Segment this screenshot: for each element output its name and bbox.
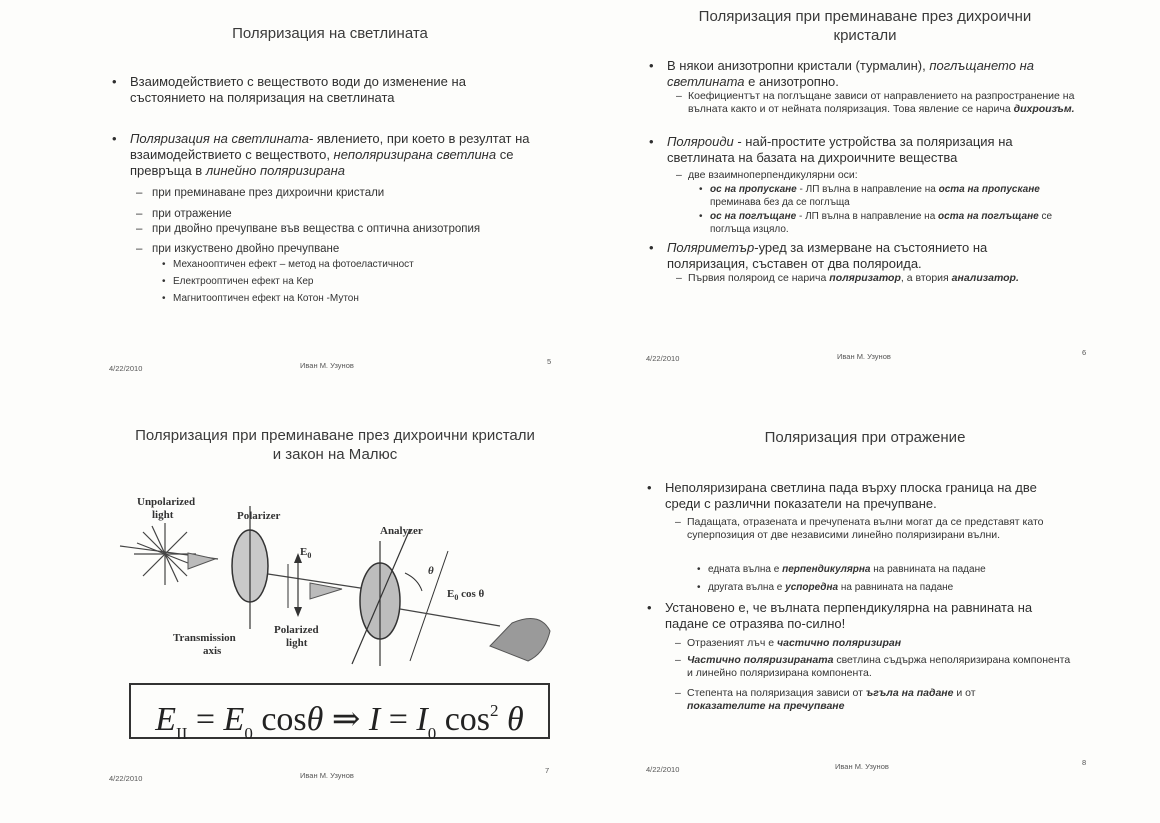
label-e0: E	[300, 546, 308, 558]
bullet: • Неполяризирана светлина пада върху плоска граница на две среди с различни показатели на пречупване.	[647, 480, 1037, 511]
malus-law-formula: $E_{II} = E_0$ cosθ ⇒ $I = I_0$ $\cos^2 \theta$	[129, 683, 550, 739]
bullet: • Поляроиди - най-простите устройства за поляризация на светлината на базата на дихроичните вещества	[649, 134, 1013, 165]
label-analyzer: Analyzer	[380, 525, 423, 537]
footer-author: Иван М. Узунов	[835, 762, 889, 771]
label-polarized-light: Polarized	[274, 624, 319, 636]
label-transmission-axis: Transmission	[173, 632, 236, 644]
footer-author: Иван М. Узунов	[300, 361, 354, 370]
sub-bullet: – Степента на поляризация зависи от ъгъла на падане и от показателите на пречупване	[675, 687, 976, 712]
label-unpolarized-light: light	[152, 509, 174, 521]
sub-bullet: – Отразеният лъч е частично поляризиран	[675, 637, 902, 649]
bullet: • В някои анизотропни кристали (турмалин), поглъщането на светлината е анизотропно.	[649, 58, 1034, 89]
bullet: • Взаимодействието с веществото води до изменение на състоянието на поляризация на светлината	[112, 74, 466, 105]
bullet: • Установено е, че вълната перпендикулярна на равнината на падане се отразява по-силно!	[647, 600, 1033, 631]
slide-title: Поляризация при преминаване през дихроични кристали и закон на Малюс	[135, 427, 535, 463]
unpolarized-light-rays	[134, 523, 196, 585]
page-number: 8	[1082, 758, 1087, 767]
sub-bullet: – Падащата, отразената и пречупената вълни могат да се представят като суперпозиция от две независими линейно поляризирани вълни.	[675, 516, 1044, 541]
sub-sub-bullet: • Механооптичен ефект – метод на фотоеластичност	[162, 259, 414, 270]
page-number: 6	[1082, 348, 1087, 357]
sub-bullet: – при преминаване през дихроични кристали	[136, 187, 385, 199]
slide-title: Поляризация при преминаване през дихроични кристали	[698, 8, 1032, 44]
footer-author: Иван М. Узунов	[837, 352, 891, 361]
slide-8	[580, 411, 1160, 822]
slide-title: Поляризация при отражение	[764, 429, 966, 446]
bullet: • Поляризация на светлината- явлението, при което в резултат на взаимодействието с веществото, неполяризирана светлина се превръща в линейно поляризирана	[112, 131, 530, 178]
sub-sub-bullet: • Магнитооптичен ефект на Котон -Мутон	[162, 293, 359, 304]
sub-sub-bullet: • ос на поглъщане - ЛП вълна в направление на оста на поглъщане се поглъща изцяло.	[699, 211, 1053, 235]
label-e0cos-rest: cos θ	[458, 588, 485, 600]
sub-sub-bullet: • другата вълна е успоредна на равнината на падане	[697, 582, 954, 593]
footer-date: 4/22/2010	[109, 364, 143, 373]
detector-screen	[490, 619, 550, 662]
sub-sub-bullet: • едната вълна е перпендикулярна на равнината на падане	[697, 564, 986, 575]
label-unpolarized-light: Unpolarized	[137, 496, 196, 508]
footer-date: 4/22/2010	[646, 354, 680, 363]
svg-text:E0 cos θ	[447, 588, 485, 602]
sub-sub-bullet: • ос на пропускане - ЛП вълна в направление на оста на пропускане преминава без да се поглъща	[699, 184, 1040, 208]
label-theta: θ	[428, 565, 434, 577]
page-number: 7	[545, 766, 550, 775]
svg-text:E0	[300, 546, 311, 560]
label-e0cos-sub: 0	[454, 593, 459, 602]
sub-bullet: – Първия поляроид се нарича поляризатор, а втория анализатор.	[676, 272, 1019, 284]
footer-date: 4/22/2010	[646, 765, 680, 774]
label-polarized-light: light	[286, 637, 308, 649]
slide-7	[0, 411, 580, 822]
label-e0-sub: 0	[307, 551, 312, 560]
page-number: 5	[547, 357, 552, 366]
bullet: • Поляриметър-уред за измерване на състоянието на поляризация, съставен от два поляроида.	[649, 240, 988, 271]
sub-bullet: – при двойно пречупване във вещества с оптична анизотропия	[136, 223, 481, 235]
label-e0cos: E	[447, 588, 455, 600]
slide-title: Поляризация на светлината	[232, 25, 428, 42]
slide-6	[580, 0, 1160, 411]
sub-sub-bullet: • Електрооптичен ефект на Кер	[162, 276, 314, 287]
label-transmission-axis: axis	[203, 645, 222, 657]
beam-arrow-1	[188, 553, 215, 569]
footer-date: 4/22/2010	[109, 774, 143, 783]
beam-arrow-2	[310, 583, 342, 599]
footer-author: Иван М. Узунов	[300, 771, 354, 780]
label-polarizer: Polarizer	[237, 510, 281, 522]
sub-bullet: – при изкуствено двойно пречупване	[136, 243, 340, 255]
sub-bullet: – две взаимноперпендикулярни оси:	[676, 169, 858, 181]
sub-bullet: – Коефициентът на поглъщане зависи от направлението на разпространение на вълната както и от нейната поляризация. Това явление се нарича дихроизъм.	[676, 90, 1075, 115]
sub-bullet: – Частично поляризираната светлина съдържа неполяризирана компонента и линейно поляризирана компонента.	[675, 654, 1071, 679]
slide-5	[0, 0, 580, 411]
sub-bullet: – при отражение	[136, 208, 232, 220]
